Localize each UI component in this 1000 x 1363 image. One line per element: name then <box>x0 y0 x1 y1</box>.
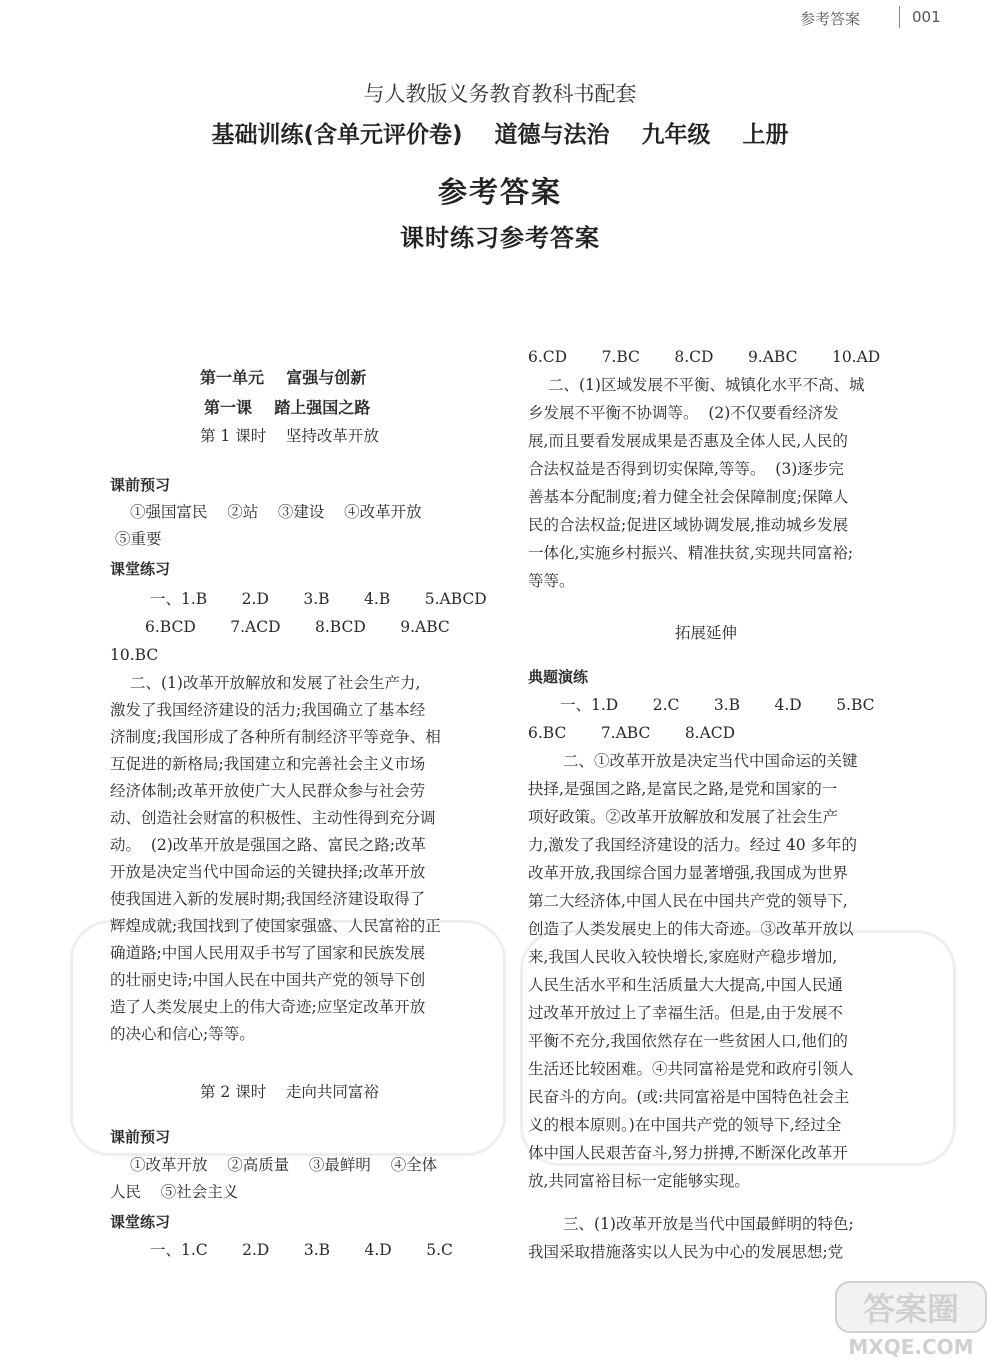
text-line: 济制度;我国形成了各种所有制经济平等竞争、相 <box>110 728 441 746</box>
text-line: 确道路;中国人民用双手书写了国家和民族发展 <box>110 944 426 962</box>
main-title: 参考答案 <box>437 175 562 209</box>
text-line: 第 1 课时 坚持改革开放 <box>200 427 379 445</box>
text-line: 项好政策。②改革开放解放和发展了社会生产 <box>528 808 839 826</box>
text-line: ①强国富民 ②站 ③建设 ④改革开放 <box>130 503 422 521</box>
text-line: 创造了人类发展史上的伟大奇迹。③改革开放以 <box>528 920 854 938</box>
logo-text: 答案圈 <box>862 1290 960 1328</box>
text-line: 来,我国人民收入较快增长,家庭财产稳步增加, <box>528 948 838 966</box>
text-line: 激发了我国经济建设的活力;我国确立了基本经 <box>110 701 426 719</box>
text-line: 放,共同富裕目标一定能够实现。 <box>528 1172 750 1190</box>
text-line: 经济体制;改革开放使广大人民群众参与社会劳 <box>110 782 426 800</box>
text-line: 生活还比较困难。④共同富裕是党和政府引领人 <box>528 1060 854 1078</box>
answer-site-logo <box>832 1280 992 1360</box>
text-line: 第二大经济体,中国人民在中国共产党的领导下, <box>528 892 848 910</box>
series-title: 与人教版义务教育教科书配套 <box>363 82 637 106</box>
text-line: 三、(1)改革开放是当代中国最鲜明的特色; <box>563 1215 854 1233</box>
section-heading: 第一单元 富强与创新 <box>200 368 367 387</box>
text-line: 善基本分配制度;着力健全社会保障制度;保障人 <box>528 488 849 506</box>
text-line: 乡发展不平衡不协调等。 (2)不仅要看经济发 <box>528 404 839 422</box>
text-line: 力,激发了我国经济建设的活力。经过 40 多年的 <box>528 836 858 854</box>
text-line: 一、1.B 2.D 3.B 4.B 5.ABCD <box>150 590 487 608</box>
text-line: 拓展延伸 <box>675 624 738 642</box>
text-line: 义的根本原则。)在中国共产党的领导下,经过全 <box>528 1116 842 1134</box>
text-line: 一、1.C 2.D 3.B 4.D 5.C <box>150 1241 453 1259</box>
header-divider <box>899 6 900 28</box>
section-heading: 课前预习 <box>110 1128 171 1146</box>
text-line: 的壮丽史诗;中国人民在中国共产党的领导下创 <box>110 971 426 989</box>
text-line: 的决心和信心;等等。 <box>110 1025 255 1043</box>
text-line: 6.BC 7.ABC 8.ACD <box>528 724 736 742</box>
text-line: ①改革开放 ②高质量 ③最鲜明 ④全体 <box>130 1156 438 1174</box>
sub-title: 课时练习参考答案 <box>400 224 600 252</box>
text-line: ⑤重要 <box>115 530 162 548</box>
text-line: 人民 ⑤社会主义 <box>110 1183 239 1201</box>
book-title: 基础训练(含单元评价卷) 道德与法治 九年级 上册 <box>211 122 789 148</box>
text-line: 体中国人民艰苦奋斗,努力拼搏,不断深化改革开 <box>528 1144 848 1162</box>
text-line: 二、(1)区域发展不平衡、城镇化水平不高、城 <box>548 376 865 394</box>
text-line: 等等。 <box>528 572 575 590</box>
text-line: 展,而且要看发展成果是否惠及全体人民,人民的 <box>528 432 848 450</box>
text-line: 一、1.D 2.C 3.B 4.D 5.BC <box>560 696 875 714</box>
page-number: 001 <box>912 8 941 26</box>
text-line: 过改革开放过上了幸福生活。但是,由于发展不 <box>528 1004 843 1022</box>
text-line: 6.BCD 7.ACD 8.BCD 9.ABC <box>145 618 450 636</box>
text-line: 抉择,是强国之路,是富民之路,是党和国家的一 <box>528 780 838 798</box>
text-line: 二、①改革开放是决定当代中国命运的关键 <box>563 752 858 770</box>
text-line: 动。 (2)改革开放是强国之路、富民之路;改革 <box>110 836 427 854</box>
text-line: 动、创造社会财富的积极性、主动性得到充分调 <box>110 809 436 827</box>
text-line: 合法权益是否得到切实保障,等等。 (3)逐步完 <box>528 460 844 478</box>
text-line: 民奋斗的方向。(或:共同富裕是中国特色社会主 <box>528 1088 850 1106</box>
text-line: 人民生活水平和生活质量大大提高,中国人民通 <box>528 976 843 994</box>
text-line: 造了人类发展史上的伟大奇迹;应坚定改革开放 <box>110 998 426 1016</box>
text-line: 辉煌成就;我国找到了使国家强盛、人民富裕的正 <box>110 917 441 935</box>
text-line: 第 2 课时 走向共同富裕 <box>200 1083 379 1101</box>
text-line: 开放是决定当代中国命运的关键抉择;改革开放 <box>110 863 426 881</box>
text-line: 互促进的新格局;我国建立和完善社会主义市场 <box>110 755 426 773</box>
text-line: 民的合法权益;促进区域协调发展,推动城乡发展 <box>528 516 849 534</box>
text-line: 10.BC <box>110 646 159 664</box>
running-header-section: 参考答案 <box>800 10 861 28</box>
text-line: 平衡不充分,我国依然存在一些贫困人口,他们的 <box>528 1032 848 1050</box>
section-heading: 课堂练习 <box>110 560 171 578</box>
section-heading: 课前预习 <box>110 476 171 494</box>
logo-url: MXQE.COM <box>848 1335 974 1359</box>
text-line: 改革开放,我国综合国力显著增强,我国成为世界 <box>528 864 848 882</box>
text-line: 一体化,实施乡村振兴、精准扶贫,实现共同富裕; <box>528 544 854 562</box>
text-line: 二、(1)改革开放解放和发展了社会生产力, <box>130 674 421 692</box>
text-line: 我国采取措施落实以人民为中心的发展思想;党 <box>528 1243 844 1261</box>
section-heading: 课堂练习 <box>110 1213 171 1231</box>
text-line: 6.CD 7.BC 8.CD 9.ABC 10.AD <box>528 348 881 366</box>
section-heading: 第一课 踏上强国之路 <box>204 398 371 417</box>
text-line: 使我国进入新的发展时期;我国经济建设取得了 <box>110 890 426 908</box>
section-heading: 典题演练 <box>528 668 589 686</box>
